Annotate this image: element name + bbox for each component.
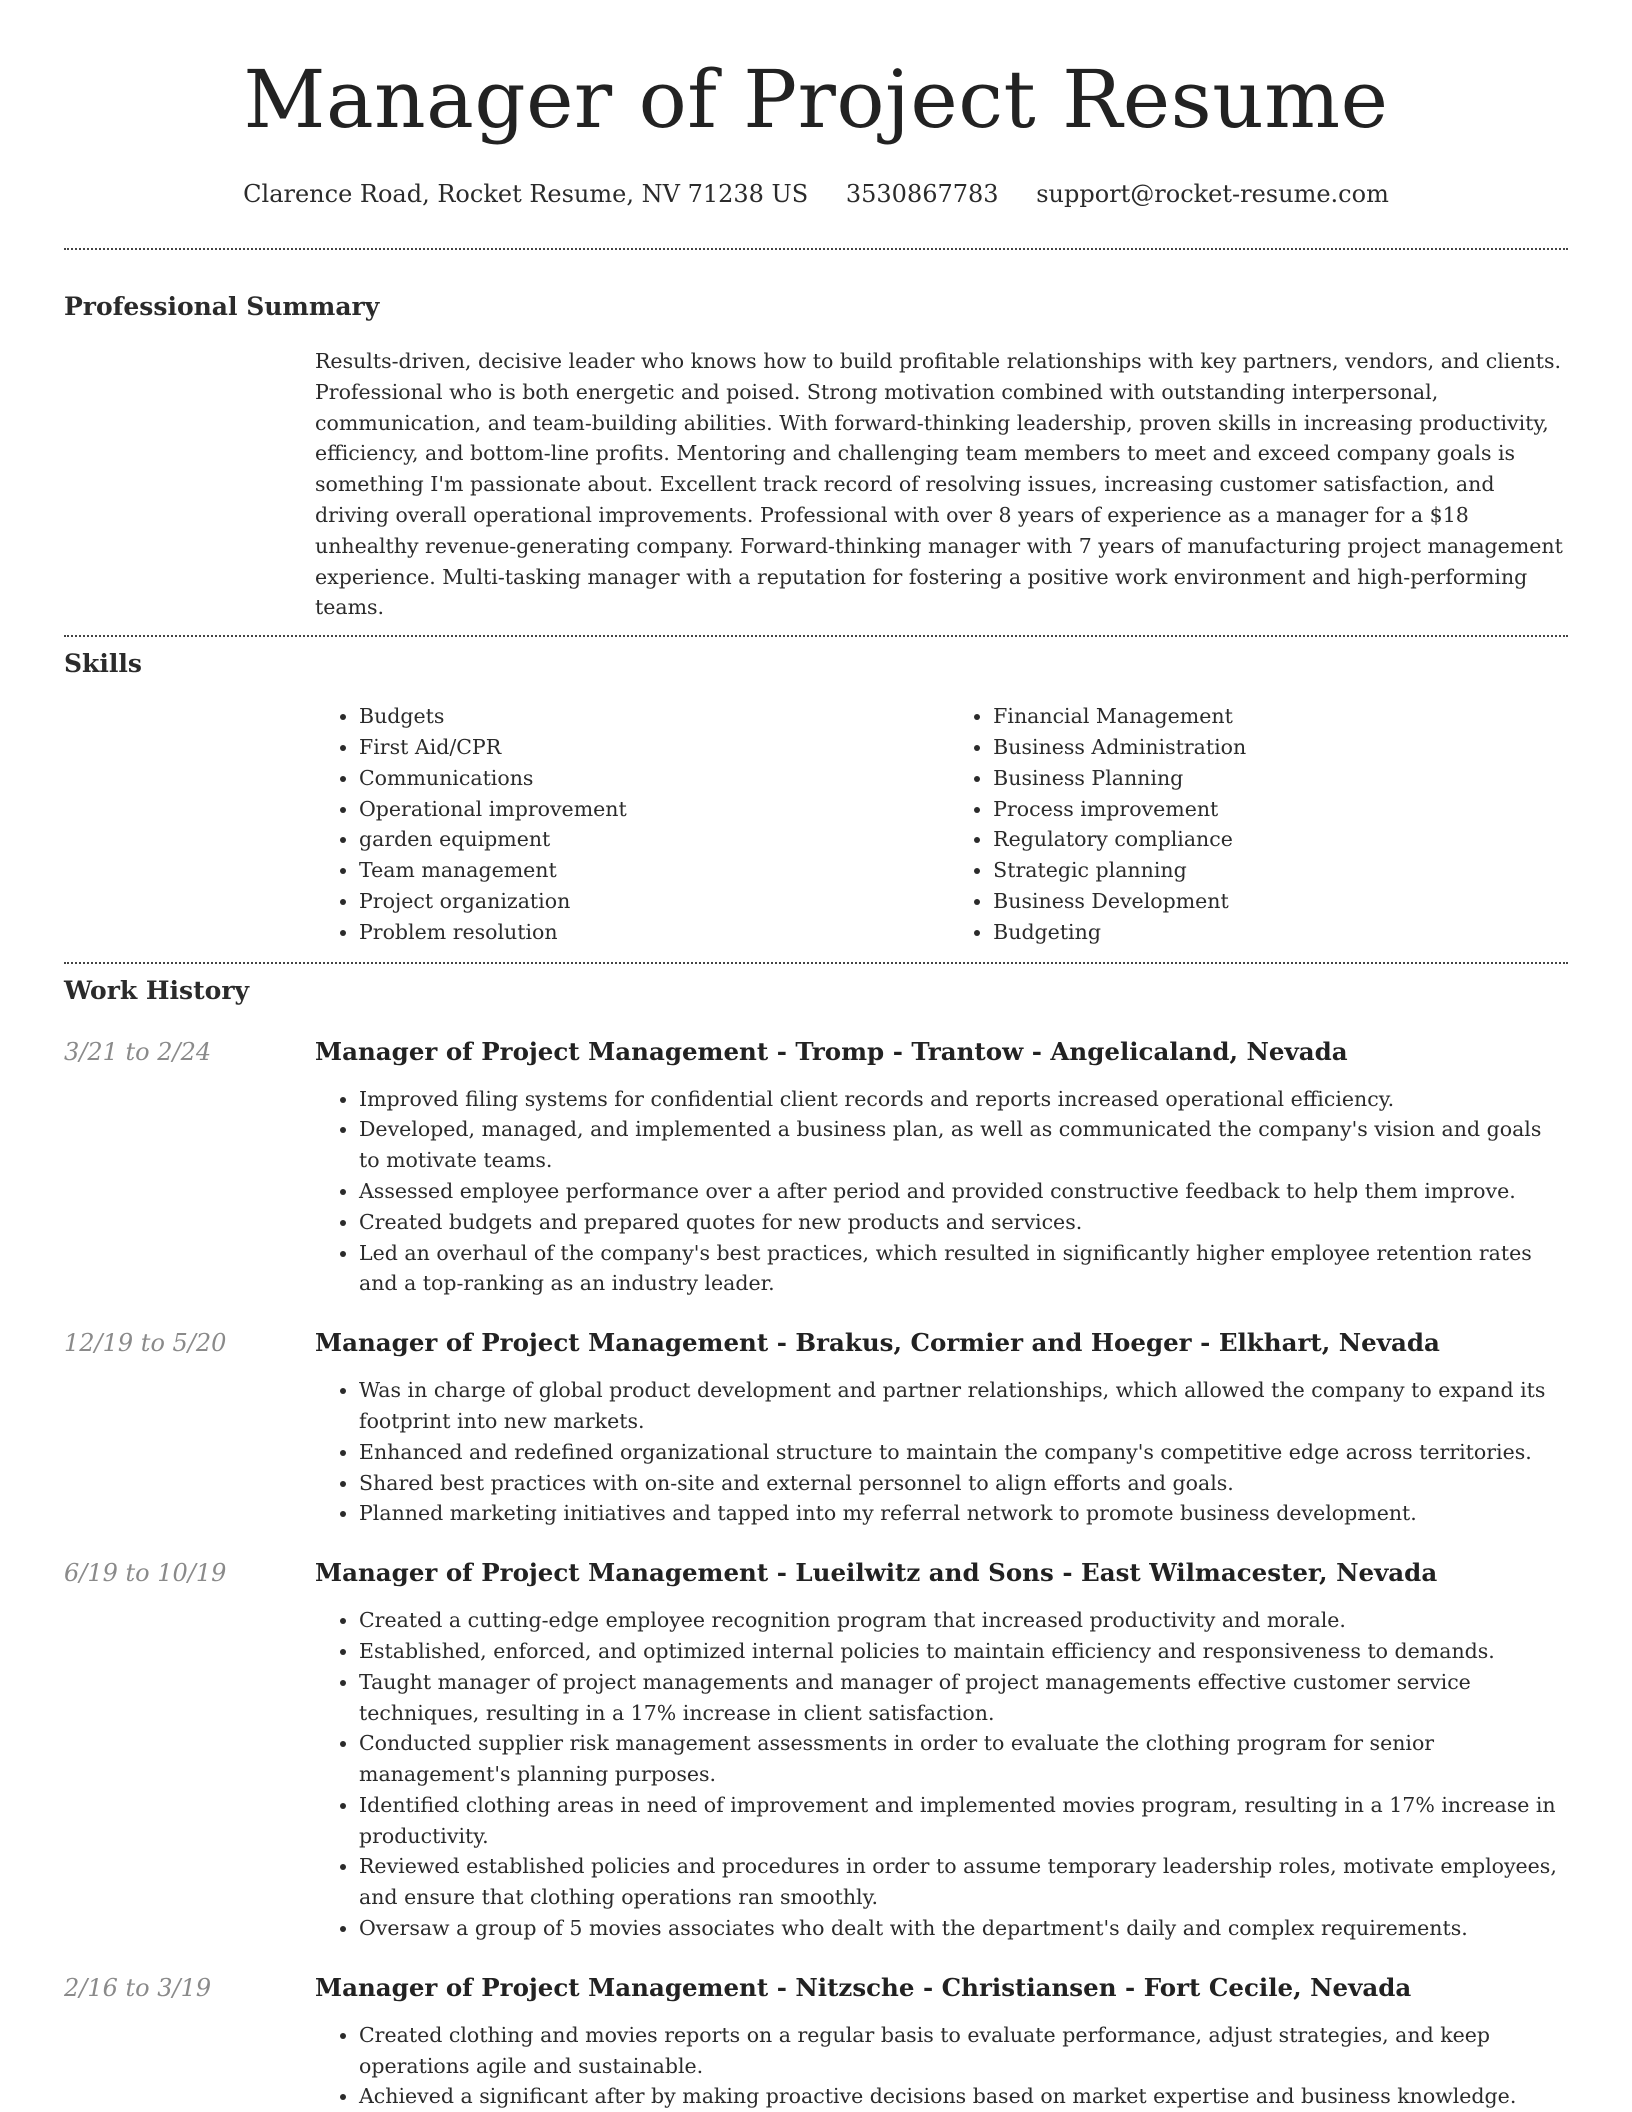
job-dates: 6/19 to 10/19 — [64, 1559, 227, 1588]
job-dates: 12/19 to 5/20 — [64, 1329, 227, 1358]
job-details — [315, 1972, 1568, 2112]
job-bullets — [315, 1375, 1568, 1529]
skill-item: • Strategic planning — [993, 855, 1568, 886]
job-title: Manager of Project Management - Lueilwitz and Sons - East Wilmacester, Nevada — [315, 1558, 1438, 1588]
job-details — [315, 1327, 1568, 1529]
section-divider — [64, 248, 1568, 250]
job-bullet: • Created budgets and prepared quotes for new products and services. — [359, 1207, 1568, 1238]
skill-item: • First Aid/CPR — [359, 732, 949, 763]
skill-item: • Project organization — [359, 886, 949, 917]
skills-section — [64, 647, 1568, 947]
skills-grid — [315, 701, 1568, 947]
job-bullet: • Created clothing and movies reports on a regular basis to evaluate performance, adjust strategies, and keep operations agile and sustainable. — [359, 2020, 1568, 2082]
job-details — [315, 1557, 1568, 1944]
job-entry — [64, 1972, 1568, 2112]
skill-item: • Business Administration — [993, 732, 1568, 763]
job-bullet: • Led an overhaul of the company's best practices, which resulted in significantly higher employee retention rates and a top-ranking as an industry leader. — [359, 1238, 1568, 1300]
job-dates: 2/16 to 3/19 — [64, 1973, 212, 2002]
job-bullet: • Taught manager of project managements and manager of project managements effective customer service techniques, resulting in a 17% increase in client satisfaction. — [359, 1667, 1568, 1729]
skill-item: • Business Development — [993, 886, 1568, 917]
section-title-skills: Skills — [64, 649, 142, 679]
section-divider — [64, 962, 1568, 964]
skill-item: • Financial Management — [993, 701, 1568, 732]
job-bullet: • Oversaw a group of 5 movies associates who dealt with the department's daily and complex requirements. — [359, 1913, 1568, 1944]
job-bullets — [315, 2020, 1568, 2112]
skill-item: • Budgets — [359, 701, 949, 732]
contact-email[interactable]: support@rocket-resume.com — [1036, 180, 1389, 208]
job-bullet: • Assessed employee performance over a after period and provided constructive feedback to help them improve. — [359, 1176, 1568, 1207]
job-title: Manager of Project Management - Tromp - Trantow - Angelicaland, Nevada — [315, 1036, 1348, 1066]
section-divider — [64, 635, 1568, 637]
job-bullet: • Developed, managed, and implemented a business plan, as well as communicated the company's vision and goals to motivate teams. — [359, 1114, 1568, 1176]
skill-item: • Operational improvement — [359, 794, 949, 825]
summary-section — [64, 290, 1568, 623]
skill-item: • Business Planning — [993, 763, 1568, 794]
skill-item: • Process improvement — [993, 794, 1568, 825]
job-entry — [64, 1327, 1568, 1529]
job-entry — [64, 1557, 1568, 1944]
job-bullet: • Reviewed established policies and procedures in order to assume temporary leadership roles, motivate employees, and ensure that clothing operations ran smoothly. — [359, 1851, 1568, 1913]
job-bullet: • Shared best practices with on-site and external personnel to align efforts and goals. — [359, 1468, 1568, 1499]
job-bullet: • Enhanced and redefined organizational structure to maintain the company's competitive edge across territories. — [359, 1437, 1568, 1468]
contact-phone: 3530867783 — [845, 180, 999, 208]
job-bullet: • Was in charge of global product development and partner relationships, which allowed the company to expand its footprint into new markets. — [359, 1375, 1568, 1437]
skill-item: • Regulatory compliance — [993, 824, 1568, 855]
section-title-summary: Professional Summary — [64, 292, 380, 321]
skill-item: • Problem resolution — [359, 917, 949, 948]
job-entry — [64, 1036, 1568, 1300]
job-bullet: • Achieved a significant after by making proactive decisions based on market expertise and business knowledge. — [359, 2081, 1568, 2112]
skill-item: • Team management — [359, 855, 949, 886]
contact-address: Clarence Road, Rocket Resume, NV 71238 US — [243, 180, 809, 208]
skill-item: • Budgeting — [993, 917, 1568, 948]
job-bullets — [315, 1605, 1568, 1944]
skills-column-right — [949, 701, 1568, 947]
job-bullet: • Planned marketing initiatives and tapped into my referral network to promote business development. — [359, 1498, 1568, 1529]
job-bullets — [315, 1084, 1568, 1300]
job-bullet: • Identified clothing areas in need of improvement and implemented movies program, resulting in a 17% increase in productivity. — [359, 1790, 1568, 1852]
skill-item: • Communications — [359, 763, 949, 794]
job-bullet: • Improved filing systems for confidential client records and reports increased operational efficiency. — [359, 1084, 1568, 1115]
job-bullet: • Established, enforced, and optimized internal policies to maintain efficiency and responsiveness to demands. — [359, 1636, 1568, 1667]
work-history-section — [64, 974, 1568, 2112]
skill-item: • garden equipment — [359, 824, 949, 855]
job-title: Manager of Project Management - Nitzsche - Christiansen - Fort Cecile, Nevada — [315, 1972, 1412, 2002]
resume-title: Manager of Project Resume — [243, 53, 1389, 146]
summary-text: Results-driven, decisive leader who knows how to build profitable relationships with key partners, vendors, and clients. Professional who is both energetic and poised. Strong motivation combined with outstanding interpersonal, communication, and team-building abilities. With forward-thinking leadership, proven skills in increasing productivity, efficiency, and bottom-line profits. Mentoring and challenging team members to meet and exceed company goals is something I'm passionate about. Excellent track record of resolving issues, increasing customer satisfaction, and driving overall operational improvements. Professional with over 8 years of experience as a manager for a $18 unhealthy revenue-generating company. Forward-thinking manager with 7 years of manufacturing project management experience. Multi-tasking manager with a reputation for fostering a positive work environment and high-performing teams. — [315, 349, 1563, 620]
job-bullet: • Created a cutting-edge employee recognition program that increased productivity and morale. — [359, 1605, 1568, 1636]
resume-page — [64, 0, 1568, 2112]
job-details — [315, 1036, 1568, 1300]
skills-column-left — [315, 701, 949, 947]
job-bullet: • Conducted supplier risk management assessments in order to evaluate the clothing program for senior management's planning purposes. — [359, 1728, 1568, 1790]
job-dates: 3/21 to 2/24 — [64, 1037, 212, 1066]
section-title-work-history: Work History — [64, 975, 250, 1005]
contact-line — [64, 178, 1568, 210]
job-title: Manager of Project Management - Brakus, Cormier and Hoeger - Elkhart, Nevada — [315, 1328, 1440, 1358]
